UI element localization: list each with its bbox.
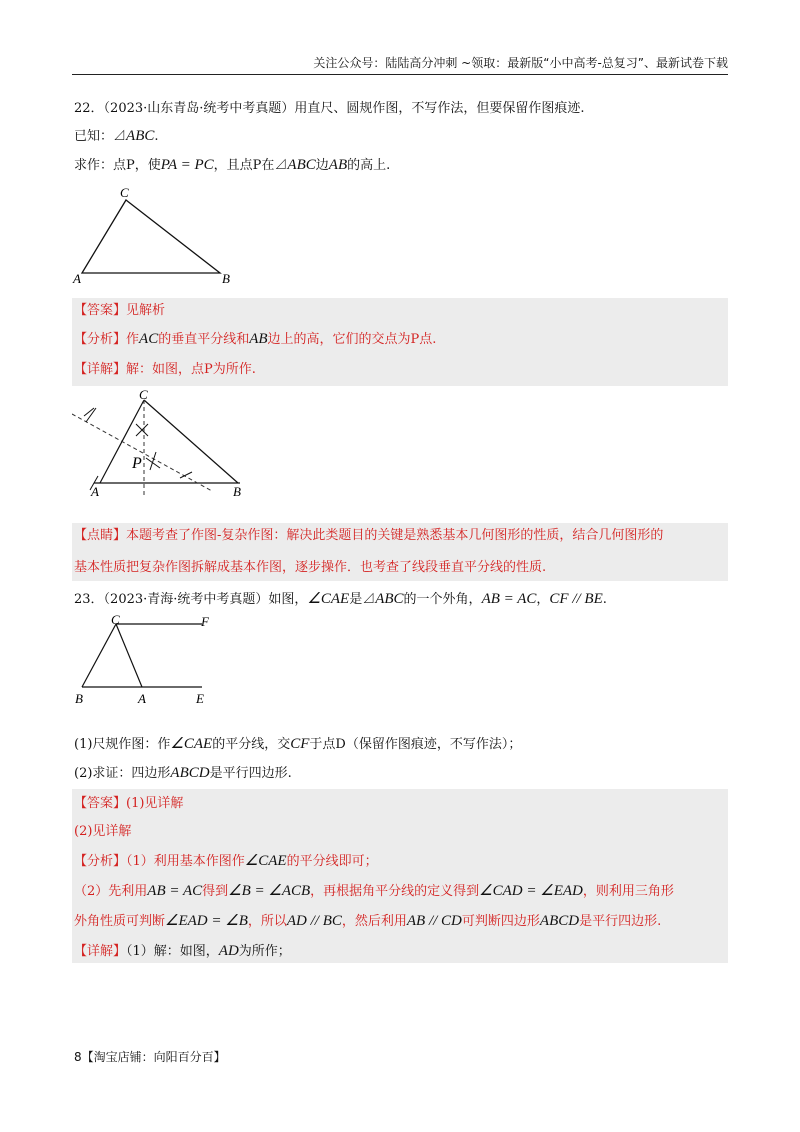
- q22-triangle-figure: [70, 182, 250, 288]
- q22-known: 已知：⊿ABC.: [74, 128, 159, 144]
- page-header: [72, 56, 728, 75]
- q22-comment-line2: 基本性质把复杂作图拆解成基本作图，逐步操作．也考查了线段垂直平分线的性质.: [74, 560, 547, 575]
- q23-analysis-3: 外角性质可判断∠EAD = ∠B，所以AD // BC，然后利用AB // CD可判断四边形ABCD是平行四边形.: [74, 913, 662, 929]
- q23-label-a: A: [138, 691, 146, 706]
- q22-requirement: 求作：点P，使PA = PC，且点P在⊿ABC边AB的高上.: [74, 157, 391, 173]
- sol-label-c: C: [139, 387, 148, 402]
- q23-answer-2: (2)见详解: [74, 824, 132, 839]
- q22-answer: 【答案】见解析: [74, 303, 166, 318]
- q23-part2: (2)求证：四边形ABCD是平行四边形.: [74, 765, 292, 781]
- triangle-abc: [82, 200, 220, 273]
- q23-analysis-2: （2）先利用AB = AC得到∠B = ∠ACB，再根据角平分线的定义得到∠CAD = ∠EAD，则利用三角形: [74, 883, 674, 899]
- header-text: 关注公众号：陆陆高分冲刺 ~领取：最新版“小中高考-总复习”、最新试卷下载: [313, 56, 728, 70]
- q23-label-f: F: [201, 614, 209, 629]
- q23-figure: [72, 614, 222, 710]
- q23-label-b: B: [75, 691, 83, 706]
- q23-answer-box: [72, 789, 728, 963]
- q23-stem: 23．（2023·青海·统考中考真题）如图，∠CAE是⊿ABC的一个外角，AB = AC，CF // BE.: [74, 591, 607, 607]
- q23-part1: (1)尺规作图：作∠CAE的平分线，交CF于点D（保留作图痕迹，不写作法）；: [74, 736, 522, 752]
- page-footer: 8【淘宝店铺：向阳百分百】: [74, 1050, 226, 1064]
- q22-comment-line1: 【点睛】本题考查了作图-复杂作图：解决此类题目的关键是熟悉基本几何图形的性质，结合几何图形的: [74, 528, 664, 543]
- label-c: C: [120, 185, 129, 200]
- q22-analysis: 【分析】作AC的垂直平分线和AB边上的高，它们的交点为P点.: [74, 331, 437, 347]
- q22-stem: 22．（2023·山东青岛·统考中考真题）用直尺、圆规作图，不写作法，但要保留作图痕迹.: [74, 101, 585, 116]
- sol-label-p: P: [132, 455, 142, 472]
- label-b: B: [222, 271, 230, 286]
- q22-solution-figure: [72, 386, 244, 502]
- q23-analysis-1: 【分析】（1）利用基本作图作∠CAE的平分线即可；: [74, 853, 378, 869]
- q22-detail: 【详解】解：如图，点P为所作.: [74, 362, 256, 377]
- q23-answer-1: 【答案】(1)见详解: [74, 796, 184, 811]
- sol-label-a: A: [91, 484, 99, 499]
- label-a: A: [73, 271, 81, 286]
- sol-label-b: B: [233, 484, 241, 499]
- q23-detail: 【详解】（1）解：如图，AD为所作；: [74, 943, 291, 959]
- q23-label-c: C: [111, 614, 120, 627]
- q23-label-e: E: [196, 691, 204, 706]
